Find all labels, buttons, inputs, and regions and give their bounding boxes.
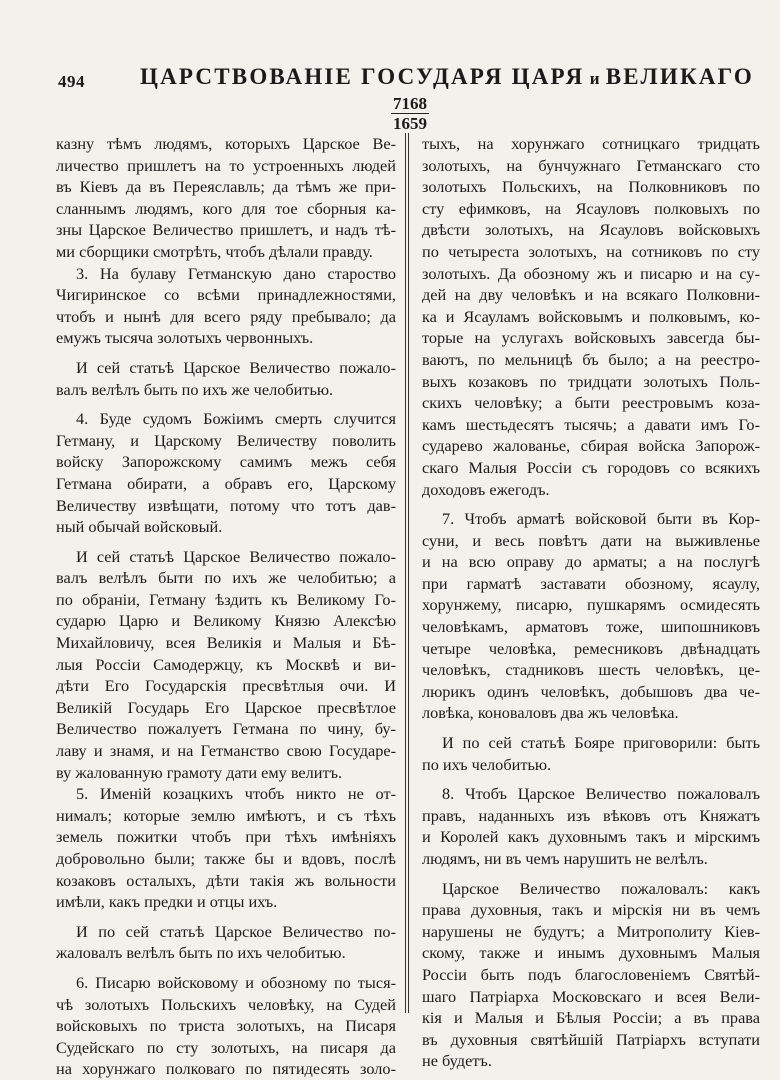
right-text-line: въ духовныя святѣйшій Патріархъ вступати bbox=[422, 1029, 760, 1049]
left-paragraph-gap bbox=[56, 400, 396, 408]
right-text-line: права духовныя, такъ и мірскія ни въ чемъ bbox=[422, 900, 760, 920]
right-paragraph-gap bbox=[422, 500, 760, 508]
year-bottom: 1659 bbox=[393, 114, 427, 133]
left-text-line: Величеству извѣщати, потому что тотъ дав- bbox=[56, 495, 396, 515]
left-text-line: ву жалованную грамоту дати ему велитъ. bbox=[56, 762, 343, 782]
left-text-line: войску Запорожскому самимъ межъ себя bbox=[56, 452, 396, 472]
left-text-line: на хорунжаго полковаго по пятидесять золо- bbox=[56, 1059, 396, 1079]
right-text-line: скихъ человѣку; а быти реестровымъ коза- bbox=[422, 393, 760, 413]
left-text-line: казну тѣмъ людямъ, которыхъ Царское Ве- bbox=[56, 134, 396, 153]
left-text-line: имѣли, какъ предки и отцы ихъ. bbox=[56, 892, 278, 912]
page-number: 494 bbox=[58, 72, 85, 91]
right-paragraph-gap bbox=[422, 775, 760, 783]
left-text-line: чтобъ и нынѣ для всего ряду пребывало; да bbox=[56, 306, 396, 326]
left-text-line: 3. На булаву Гетманскую дано староство bbox=[76, 263, 396, 283]
left-text-line: сланнымъ людямъ, кого для тое сборныя ка- bbox=[56, 198, 396, 218]
left-text-line: земель пожитки чтобъ при тѣхъ имѣніяхъ bbox=[56, 827, 396, 847]
year-block bbox=[380, 94, 440, 133]
left-text-line: 4. Буде судомъ Божіимъ смерть случится bbox=[76, 409, 396, 429]
right-text-line: ваютъ, по мельницѣ бъ было; а на реестро- bbox=[422, 349, 760, 369]
right-text-line: людямъ, ни въ чемъ нарушить не велѣлъ. bbox=[422, 849, 708, 868]
right-text-line: шаго Патріарха Московскаго и всея Вели- bbox=[422, 986, 760, 1006]
left-text-line: валъ велѣлъ быти по ихъ же челобитью; а bbox=[56, 568, 396, 588]
left-paragraph-gap bbox=[56, 913, 396, 921]
year-top: 7168 bbox=[393, 94, 427, 113]
right-text-line: и на всю оправу до арматы; а на послугѣ bbox=[422, 552, 760, 572]
right-text-line: Царское Величество пожаловалъ: какъ bbox=[442, 878, 760, 898]
right-paragraph-gap bbox=[422, 870, 760, 878]
right-text-line: четыре человѣка, ремесниковъ двѣнадцать bbox=[422, 638, 760, 658]
right-text-line: суни, и весь повѣтъ дати на выживленье bbox=[422, 530, 760, 550]
left-text-line: емужъ тысяча золотыхъ червонныхъ. bbox=[56, 328, 314, 348]
left-text-line: добровольно были; также бы и вдовъ, послѣ bbox=[56, 849, 396, 868]
right-text-line: правъ, наданныхъ изъ вѣковъ отъ Княжатъ bbox=[422, 805, 760, 825]
right-text-line: двѣсти золотыхъ, на Ясауловъ войсковыхъ bbox=[422, 220, 760, 240]
right-text-line: Россіи быть подъ благословеніемъ Святѣй- bbox=[422, 964, 760, 984]
left-text-line: Михайловичу, всея Великія и Малыя и Бѣ- bbox=[56, 633, 396, 653]
right-text-line: дей на дву человѣкъ и на всякаго Полковни- bbox=[422, 285, 760, 305]
left-text-line: чѣ золотыхъ Польскихъ человѣку, на Судей bbox=[56, 994, 396, 1014]
running-title-end: ВЕЛИКАГО bbox=[605, 64, 754, 89]
right-text-line: хорунжему, писарю, пушкарямъ осмидесять bbox=[422, 595, 760, 615]
running-title bbox=[140, 64, 754, 90]
left-text-line: ный обычай войсковый. bbox=[56, 517, 223, 537]
right-text-line: тыхъ, на хорунжаго сотницкаго тридцать bbox=[422, 134, 760, 153]
left-text-line: Судейскаго по сту золотыхъ, на писаря да bbox=[56, 1037, 396, 1057]
right-paragraph-gap bbox=[422, 724, 760, 732]
right-text-line: сударево жалованье, сбирая войска Запорож- bbox=[422, 436, 760, 456]
left-text-line: И сей статьѣ Царское Величество пожало- bbox=[76, 357, 396, 377]
right-text-line: И по сей статьѣ Бояре приговорили: быть bbox=[442, 733, 760, 753]
right-text-line: золотыхъ. Да обозному жъ и писарю и на су- bbox=[422, 263, 760, 283]
left-text-line: Величество пожалуетъ Гетмана по чину, бу- bbox=[56, 719, 396, 739]
left-text-line: Чигиринское со всѣми принадлежностями, bbox=[56, 285, 396, 305]
left-text-line: И сей статьѣ Царское Величество пожало- bbox=[76, 546, 396, 566]
left-text-line: И по сей статьѣ Царское Величество по- bbox=[76, 921, 396, 941]
column-divider bbox=[405, 133, 409, 1013]
left-text-line: 6. Писарю войсковому и обозному по тыся- bbox=[76, 972, 396, 992]
right-text-line: 8. Чтобъ Царское Величество пожаловалъ bbox=[442, 784, 760, 804]
left-text-line: Гетмана обирати, а обравъ его, Царскому bbox=[56, 473, 396, 493]
left-text-line: по обраніи, Гетману ѣздить къ Великому Го- bbox=[56, 589, 396, 609]
right-text-line: золотыхъ Польскихъ, на Полковниковъ по bbox=[422, 177, 760, 197]
right-text-line: ловѣка, коноваловъ два жъ человѣка. bbox=[422, 703, 679, 723]
left-text-line: войсковыхъ по триста золотыхъ, на Писаря bbox=[56, 1016, 396, 1036]
right-text-line: 7. Чтобъ арматѣ войсковой быти въ Кор- bbox=[442, 509, 760, 529]
right-text-line: торые на услугахъ войсковыхъ завсегда бы- bbox=[422, 328, 760, 348]
left-text-line: сударю Царю и Великому Князю Алексѣю bbox=[56, 611, 396, 631]
left-text-line: Гетману, и Царскому Величеству поволить bbox=[56, 430, 396, 450]
left-text-line: ми сборщики смотрѣть, чтобъ дѣлали правду. bbox=[56, 241, 373, 261]
left-text-line: личество пришлетъ на то устроенныхъ людей bbox=[56, 155, 396, 175]
left-text-line: зны Царское Величество пришлетъ, и надъ тѣ- bbox=[56, 220, 396, 240]
left-paragraph-gap bbox=[56, 349, 396, 357]
right-text-line: по ихъ челобитью. bbox=[422, 754, 552, 774]
right-text-line: камъ шестьдесятъ тысячь; а давати имъ Го- bbox=[422, 414, 760, 434]
left-text-line: валъ велѣлъ быть по ихъ же челобитью. bbox=[56, 379, 334, 399]
right-text-line: сту ефимковъ, на Ясауловъ полковыхъ по bbox=[422, 198, 760, 218]
right-text-line: и Королей какъ духовнымъ такъ и мірскимъ bbox=[422, 827, 760, 847]
left-paragraph-gap bbox=[56, 964, 396, 972]
right-text-line: доходовъ ежегодъ. bbox=[422, 479, 550, 499]
left-text-line: козаковъ осталыхъ, дѣти такія жъ вольности bbox=[56, 870, 396, 890]
left-text-line: жаловалъ велѣлъ быть по ихъ челобитью. bbox=[56, 943, 346, 963]
right-text-line: скаго Малыя Россіи съ городовъ со всякихъ bbox=[422, 457, 760, 477]
right-text-line: скому, также и инымъ духовнымъ Малыя bbox=[422, 943, 760, 963]
right-text-line: кія и Малыя и Бѣлыя Россіи; а въ права bbox=[422, 1008, 760, 1028]
right-text-line: по четыреста золотыхъ, на сотниковъ по сту bbox=[422, 241, 760, 261]
left-text-line: въ Кіевъ да въ Переяславль; да тѣмъ же при- bbox=[56, 177, 396, 197]
right-text-line: выхъ козаковъ по тридцати золотыхъ Поль- bbox=[422, 371, 760, 391]
running-title-conjunction: и bbox=[584, 69, 606, 88]
left-paragraph-gap bbox=[56, 538, 396, 546]
left-text-line: Великій Государь Его Царское пресвѣтлое bbox=[56, 697, 396, 717]
right-text-line: нарушены не будутъ; а Митрополиту Кіев- bbox=[422, 921, 760, 941]
right-text-line: человѣкъ, стадниковъ шесть человѣкъ, це- bbox=[422, 660, 760, 680]
left-text-line: дѣти Его Государскія пресвѣтлыя очи. И bbox=[56, 676, 396, 696]
left-text-line: лыя Россіи Самодержцу, къ Москвѣ и ви- bbox=[56, 654, 396, 674]
right-text-line: золотыхъ, на бунчужнаго Гетманскаго сто bbox=[422, 155, 760, 175]
right-text-line: не будетъ. bbox=[422, 1051, 492, 1071]
right-text-line: при гарматѣ заставати обозному, ясаулу, bbox=[422, 573, 760, 593]
left-text-line: лаву и знамя, и на Гетманство свою Государе- bbox=[56, 741, 396, 761]
left-column bbox=[56, 133, 396, 1080]
right-text-line: человѣкамъ, арматовъ тоже, шипошниковъ bbox=[422, 617, 760, 637]
right-text-line: люрикъ одинъ человѣкъ, добышовъ два че- bbox=[422, 681, 760, 701]
left-text-line: нималъ; которые землю имѣютъ, и съ тѣхъ bbox=[56, 805, 396, 825]
left-text-line: 5. Именій козацкихъ чтобъ никто не от- bbox=[76, 784, 396, 804]
right-text-line: ка и Ясауламъ войсковымъ и полковымъ, ко- bbox=[422, 306, 760, 326]
right-column bbox=[422, 133, 760, 1072]
running-title-main: ЦАРСТВОВАНІЕ ГОСУДАРЯ ЦАРЯ bbox=[140, 64, 585, 89]
